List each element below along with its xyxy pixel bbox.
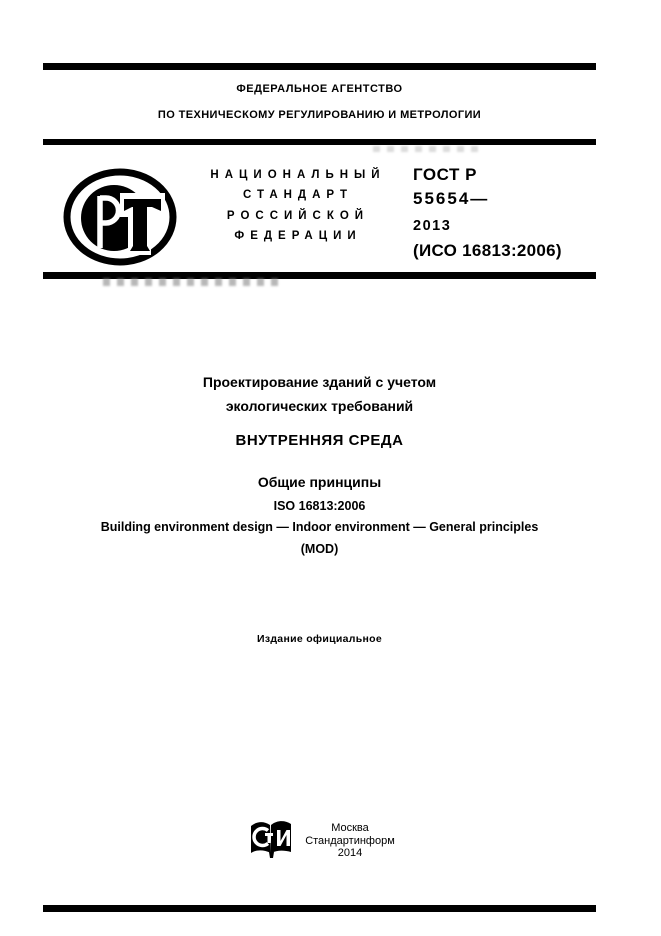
national-standard-label bbox=[192, 165, 404, 247]
standard-subject-line1: Проектирование зданий с учетом bbox=[202, 374, 437, 390]
agency-name-line1: ФЕДЕРАЛЬНОЕ АГЕНТСТВО bbox=[236, 83, 403, 95]
upper-rule bbox=[43, 139, 596, 145]
scan-bleed-artifact bbox=[103, 278, 285, 286]
iso-adoption-mark: (MOD) bbox=[300, 542, 339, 556]
official-edition-note: Издание официальное bbox=[256, 633, 383, 645]
standard-subject-line2: экологических требований bbox=[225, 398, 414, 414]
national-standard-line: СТАНДАРТ bbox=[243, 189, 353, 202]
scan-bleed-artifact bbox=[373, 146, 483, 152]
imprint bbox=[275, 822, 425, 860]
designation-prefix: ГОСТ Р bbox=[413, 165, 477, 184]
iso-reference: ISO 16813:2006 bbox=[273, 499, 366, 513]
agency-name-line2: ПО ТЕХНИЧЕСКОМУ РЕГУЛИРОВАНИЮ И МЕТРОЛОГИИ bbox=[157, 109, 482, 121]
bottom-rule bbox=[43, 905, 596, 912]
standard-subtitle: Общие принципы bbox=[257, 474, 382, 490]
national-standard-line: РОССИЙСКОЙ bbox=[226, 209, 370, 222]
top-rule bbox=[43, 63, 596, 70]
imprint-year: 2014 bbox=[337, 847, 363, 860]
standard-main-title: ВНУТРЕННЯЯ СРЕДА bbox=[235, 432, 404, 449]
rst-conformity-mark-logo bbox=[62, 168, 178, 266]
designation-number: 55654— bbox=[413, 189, 490, 208]
national-standard-line: НАЦИОНАЛЬНЫЙ bbox=[210, 169, 386, 181]
imprint-publisher: Стандартинформ bbox=[305, 834, 395, 847]
national-standard-line: ФЕДЕРАЦИИ bbox=[234, 230, 362, 243]
designation-iso: (ИСО 16813:2006) bbox=[413, 241, 562, 260]
rst-conformity-mark-icon bbox=[62, 168, 178, 266]
imprint-city: Москва bbox=[331, 822, 369, 834]
iso-title-english: Building environment design — Indoor environment — General principles bbox=[100, 520, 539, 534]
standard-designation bbox=[413, 165, 562, 262]
designation-year: 2013 bbox=[413, 218, 452, 234]
